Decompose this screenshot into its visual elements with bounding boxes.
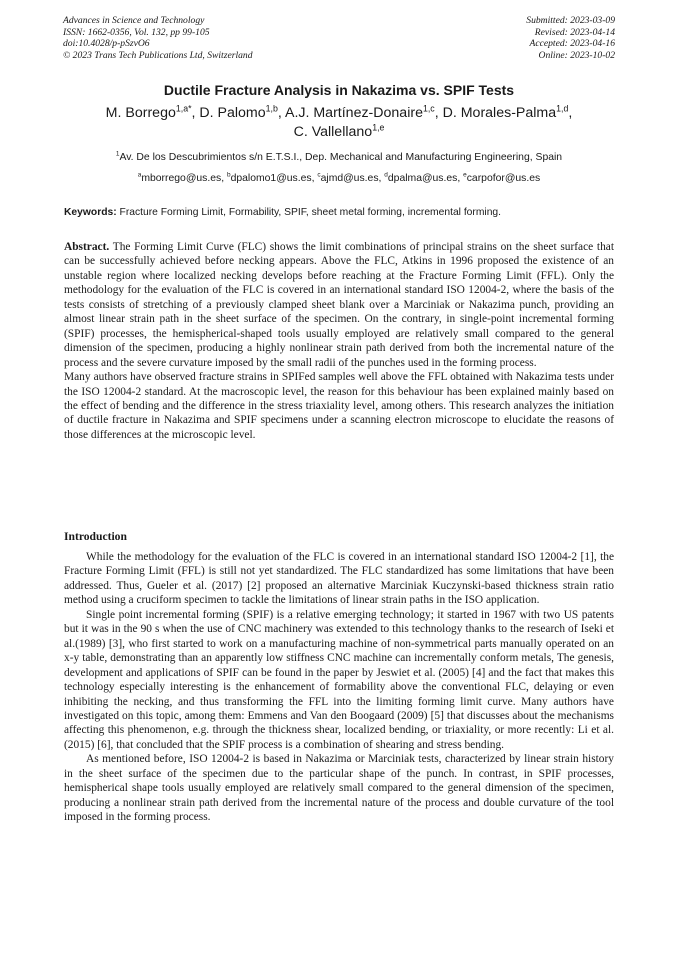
author-name: C. Vallellano xyxy=(293,124,373,140)
email-sup: d xyxy=(384,171,388,179)
affiliation xyxy=(40,151,638,164)
author xyxy=(443,105,573,121)
affiliation-sup: 1 xyxy=(115,150,120,158)
online-date: Online: 2023-10-02 xyxy=(538,49,615,61)
issn-line: ISSN: 1662-0356, Vol. 132, pp 99-105 xyxy=(63,26,210,38)
author xyxy=(106,105,200,121)
keywords-label: Keywords: xyxy=(64,207,117,218)
email-sup: e xyxy=(463,171,467,179)
keywords-text: Fracture Forming Limit, Formability, SPIF, sheet metal forming, incremental forming. xyxy=(119,207,502,218)
email-separator: , xyxy=(221,173,227,184)
abstract-label: Abstract. xyxy=(64,241,110,253)
author-separator: , xyxy=(434,105,443,121)
author-separator: , xyxy=(568,105,573,121)
author-affil-sup: 1,d xyxy=(556,103,569,114)
author-name: D. Palomo xyxy=(199,105,266,121)
submission-dates xyxy=(526,15,615,61)
email-link[interactable]: ajmd@us.es xyxy=(320,173,379,184)
author-name: M. Borrego xyxy=(105,105,176,121)
email-separator: , xyxy=(457,173,464,184)
email-link[interactable]: carpofor@us.es xyxy=(466,173,541,184)
email-sup: c xyxy=(317,171,321,179)
author-separator: , xyxy=(191,105,200,121)
revised-date: Revised: 2023-04-14 xyxy=(534,26,615,38)
email-separator: , xyxy=(378,173,385,184)
journal-name: Advances in Science and Technology xyxy=(63,15,205,26)
email-link[interactable]: mborrego@us.es xyxy=(141,173,222,184)
introduction-body xyxy=(64,550,614,825)
keywords xyxy=(64,206,624,219)
journal-info xyxy=(63,15,253,61)
author-name: D. Morales-Palma xyxy=(442,105,557,121)
abstract-paragraph xyxy=(64,240,614,370)
section-heading-introduction: Introduction xyxy=(64,530,127,543)
intro-paragraph: As mentioned before, ISO 12004-2 is based in Nakazima or Marciniak tests, characterized by linear strain history in the sheet surface of the specimen due to the particular shape of the punch. In contrast, in SPIF processes, hemispherical shape tools usually employed are relatively small compared to the general dimension of the specimen, producing a nonlinear strain path derived from the incremental nature of the process and double curvature of the tool imposed in the forming process. xyxy=(64,753,614,824)
author-affil-sup: 1,c xyxy=(422,103,435,114)
accepted-date: Accepted: 2023-04-16 xyxy=(529,38,615,50)
email-list xyxy=(40,172,638,185)
abstract-text: The Forming Limit Curve (FLC) shows the limit combinations of principal strains on the sheet surface that can be successfully achieved before necking appears. Above the FLC, Atkins in 1996 proposed the existence of an unstable region where localized necking develops before reaching at the Fracture Forming Limit (FFL). Only the methodology for the evaluation of the FLC is covered in an international standard ISO 12004-2, where the basis of the tests consists of stretching of a previously clamped sheet blank over a Marciniak or Nakazima punch, providing an almost linear strain path in the sheet surface of the specimen. On the contrary, in single-point incremental forming (SPIF) processes, the hemispherical-shaped tools usually employed are relatively small compared to the general dimension of the specimen, producing a highly nonlinear strain path derived from both the incremental nature of the process and the severe curvature imposed by the small radii of the punches used in the forming process. xyxy=(64,241,614,369)
author-affil-sup: 1,a* xyxy=(175,103,192,114)
copyright-line: © 2023 Trans Tech Publications Ltd, Switzerland xyxy=(63,49,253,61)
intro-paragraph: Single point incremental forming (SPIF) is a relative emerging technology; it started in 1967 with two US patents but it was in the 90 s when the use of CNC machinery was extended to this technology thanks to the research of Iseki et al.(1989) [3], who first started to work on a manufacturing machine of non-symmetrical parts manually operated on an x-y table, demonstrating than an apparently low stiffness CNC machine can incrementally conform metals, The genesis, development and applications of SPIF can be found in the paper by Jeswiet et al. (2005) [4] and the fact that makes this technology especially interesting is the enhancement of formability above the conventional FLC, delaying or even inhibiting the necking, and thus transforming the FFL into the limiting forming limit curve. Many authors have investigated on this topic, among them: Emmens and Van den Boogaard (2009) [5] that discusses about the mechanisms affecting this phenomenon, e.g. through the thickness shear, localized bending, or triaxiality, or more recently: Li et al. (2015) [6], that concluded that the SPIF process is a combination of shearing and stress bending. xyxy=(64,608,614,751)
abstract xyxy=(64,240,614,442)
doi-link[interactable]: doi:10.4028/p-pSzvO6 xyxy=(63,38,150,50)
author-list xyxy=(40,104,638,142)
author xyxy=(294,124,385,140)
abstract-paragraph: Many authors have observed fracture strains in SPIFed samples well above the FFL obtained with Nakazima tests under the ISO 12004-2 standard. At the macroscopic level, the reason for this behaviour has been explained mainly based on the effect of bending and the difference in the stress triaxiality level, among others. This research analyzes the initiation of ductile fracture in Nakazima and SPIF specimens under a scanning electron microscope to elucidate the reasons of those differences at the microscopic level. xyxy=(64,371,614,441)
submitted-date: Submitted: 2023-03-09 xyxy=(526,15,615,26)
affiliation-text: Av. De los Descubrimientos s/n E.T.S.I., Dep. Mechanical and Manufacturing Engineering, Spain xyxy=(119,152,563,163)
email-sup: a xyxy=(137,171,142,179)
author-affil-sup: 1,b xyxy=(265,103,278,114)
email-link[interactable]: dpalomo1@us.es xyxy=(230,173,312,184)
intro-paragraph: While the methodology for the evaluation of the FLC is covered in an international standard ISO 12004-2 [1], the Fracture Forming Limit (FFL) is still not yet standardized. The FLC standardized has some limitations that have been addressed. Thus, Gueler et al. (2017) [2] proposed an alternative Marciniak Kuczynski-based thickness strain ratio method using a cruciform specimen to tackle the limitations of linear strain paths in the ISO application. xyxy=(64,551,614,607)
author-affil-sup: 1,e xyxy=(372,122,385,133)
email-separator: , xyxy=(311,173,318,184)
author xyxy=(199,105,285,121)
author-separator: , xyxy=(277,105,285,121)
email-sup: b xyxy=(226,171,231,179)
email-link[interactable]: dpalma@us.es xyxy=(387,173,458,184)
author-name: A.J. Martínez-Donaire xyxy=(284,105,423,121)
paper-title: Ductile Fracture Analysis in Nakazima vs. SPIF Tests xyxy=(163,82,515,98)
author xyxy=(285,105,443,121)
